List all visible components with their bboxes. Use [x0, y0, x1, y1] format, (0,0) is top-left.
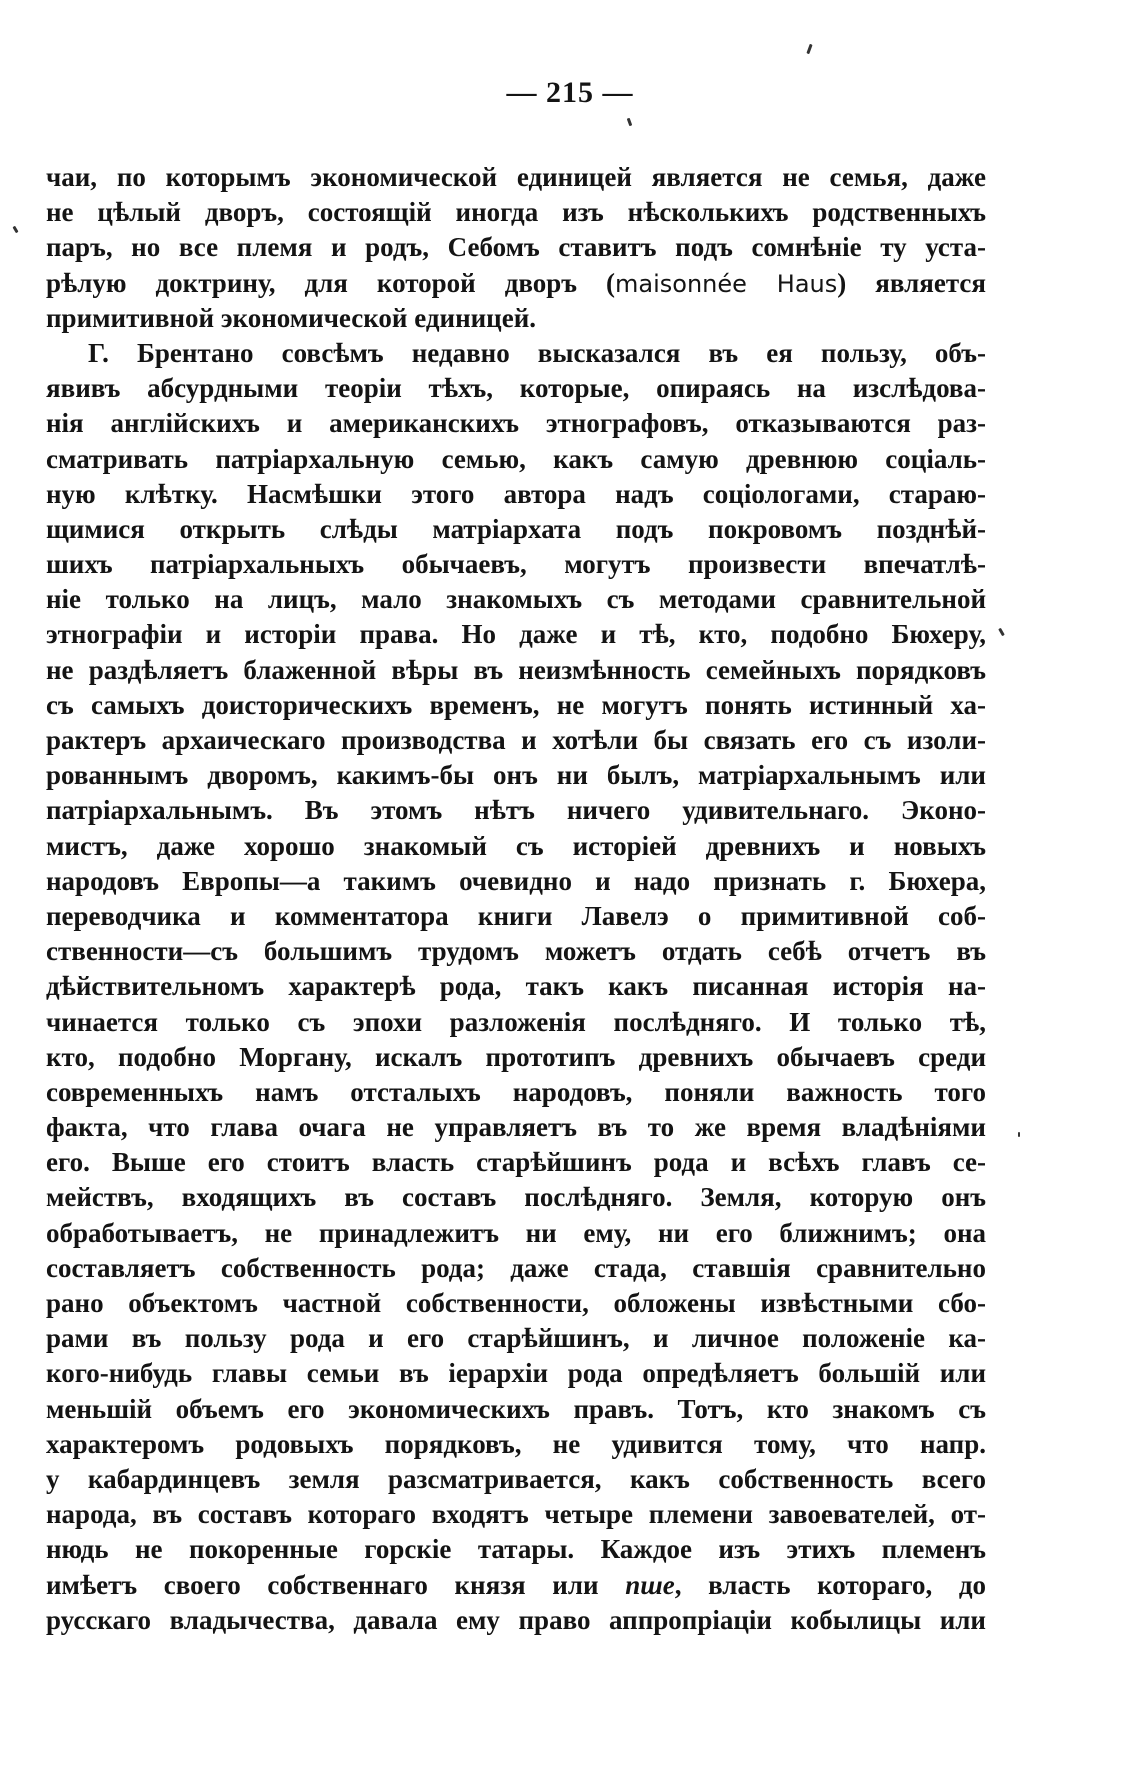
text-line-with-latin — [46, 266, 986, 301]
text-segment: рѣлую доктрину, для которой дворъ ( — [46, 267, 616, 298]
body-text — [46, 160, 986, 1638]
text-line: дѣйствительномъ характерѣ рода, такъ какъ писанная исторія на- — [46, 971, 986, 1002]
text-line: рами въ пользу рода и его старѣйшинъ, и личное положеніе ка- — [46, 1323, 986, 1354]
text-line: кто, подобно Моргану, искалъ прототипъ древнихъ обычаевъ среди — [46, 1041, 986, 1072]
italic-word: пше — [625, 1569, 675, 1600]
text-line: мистъ, даже хорошо знакомый съ исторіей древнихъ и новыхъ — [46, 830, 986, 861]
text-line: кого-нибудь главы семьи въ іерархіи рода опредѣляетъ большій или — [46, 1358, 986, 1389]
text-line: сматривать патріархальную семью, какъ самую древнюю соціаль- — [46, 443, 986, 474]
text-line: рано объектомъ частной собственности, обложены извѣстными сбо- — [46, 1288, 986, 1318]
text-line: составляетъ собственность рода; даже стада, ставшія сравнительно — [46, 1252, 986, 1283]
text-line: мействъ, входящихъ въ составъ послѣдняго. Земля, которую онъ — [46, 1182, 986, 1213]
text-line: явивъ абсурдными теоріи тѣхъ, которые, опираясь на изслѣдова- — [46, 373, 986, 404]
text-line: характеромъ родовыхъ порядковъ, не удивится тому, что напр. — [46, 1428, 986, 1459]
text-line: щимися открыть слѣды матріархата подъ покровомъ позднѣй- — [46, 513, 986, 544]
text-segment: , власть котораго, до — [674, 1569, 986, 1600]
text-line: чинается только съ эпохи разложенія послѣдняго. И только тѣ, — [46, 1006, 986, 1037]
text-line: примитивной экономической единицей. — [46, 302, 537, 333]
text-line: переводчика и комментатора книги Лавелэ о примитивной соб- — [46, 900, 986, 931]
text-line: народовъ Европы—а такимъ очевидно и надо признать г. Бюхера, — [46, 865, 986, 896]
text-line: рованнымъ дворомъ, какимъ-бы онъ ни былъ, матріархальнымъ или — [46, 760, 986, 791]
paragraph-start-line: Г. Брентано совсѣмъ недавно высказался въ ея пользу, объ- — [88, 337, 986, 368]
text-line: не цѣлый дворъ, состоящій иногда изъ нѣсколькихъ родственныхъ — [46, 197, 986, 228]
text-line: ную клѣтку. Насмѣшки этого автора надъ соціологами, стараю- — [46, 478, 986, 509]
text-line-with-italic — [46, 1568, 986, 1603]
page-number: — 215 — — [506, 76, 634, 109]
text-segment: ) является — [837, 267, 986, 298]
text-line: рактеръ архаическаго производства и хотѣли бы связать его съ изоли- — [46, 725, 986, 755]
text-line: патріархальнымъ. Въ этомъ нѣтъ ничего удивительнаго. Эконо- — [46, 795, 986, 826]
text-line: русскаго владычества, давала ему право аппропріаціи кобылицы или — [46, 1604, 986, 1635]
scan-speck — [998, 628, 1005, 636]
scan-speck — [627, 118, 633, 127]
latin-phrase: maisonnée Haus — [615, 269, 838, 298]
text-line: современныхъ намъ отсталыхъ народовъ, поняли важность того — [46, 1076, 986, 1107]
text-line: народа, въ составъ котораго входятъ четыре племени завоевателей, от- — [46, 1499, 986, 1530]
text-line: факта, что глава очага не управляетъ въ то же время владѣніями — [46, 1112, 986, 1143]
text-line: ніе только на лицъ, мало знакомыхъ съ методами сравнительной — [46, 584, 986, 615]
text-line: чаи, по которымъ экономической единицей является не семья, даже — [46, 162, 986, 192]
text-line: нюдь не покоренные горскіе татары. Каждое изъ этихъ племенъ — [46, 1534, 986, 1565]
text-line: съ самыхъ доисторическихъ временъ, не могутъ понять истинный ха- — [46, 689, 986, 720]
text-line: ственности—съ большимъ трудомъ можетъ отдать себѣ отчетъ въ — [46, 936, 986, 967]
text-line: не раздѣляетъ блаженной вѣры въ неизмѣнность семейныхъ порядковъ — [46, 654, 986, 685]
scan-speck — [1018, 1132, 1020, 1137]
scan-speck — [806, 44, 812, 54]
text-line: меньшій объемъ его экономическихъ правъ. Тотъ, кто знакомъ съ — [46, 1393, 986, 1424]
scan-speck — [12, 226, 18, 234]
text-line: шихъ патріархальныхъ обычаевъ, могутъ произвести впечатлѣ- — [46, 549, 986, 580]
text-line: паръ, но все племя и родъ, Себомъ ставитъ подъ сомнѣніе ту уста- — [46, 232, 986, 263]
text-line: у кабардинцевъ земля разсматривается, какъ собственность всего — [46, 1463, 986, 1494]
text-line: этнографіи и исторіи права. Но даже и тѣ, кто, подобно Бюхеру, — [46, 619, 986, 650]
text-line: его. Выше его стоитъ власть старѣйшинъ рода и всѣхъ главъ се- — [46, 1147, 986, 1178]
text-line: обработываетъ, не принадлежитъ ни ему, ни его ближнимъ; она — [46, 1217, 986, 1248]
text-line: нія англійскихъ и американскихъ этнографовъ, отказываются раз- — [46, 408, 986, 439]
text-segment: имѣетъ своего собственнаго князя или — [46, 1569, 626, 1600]
